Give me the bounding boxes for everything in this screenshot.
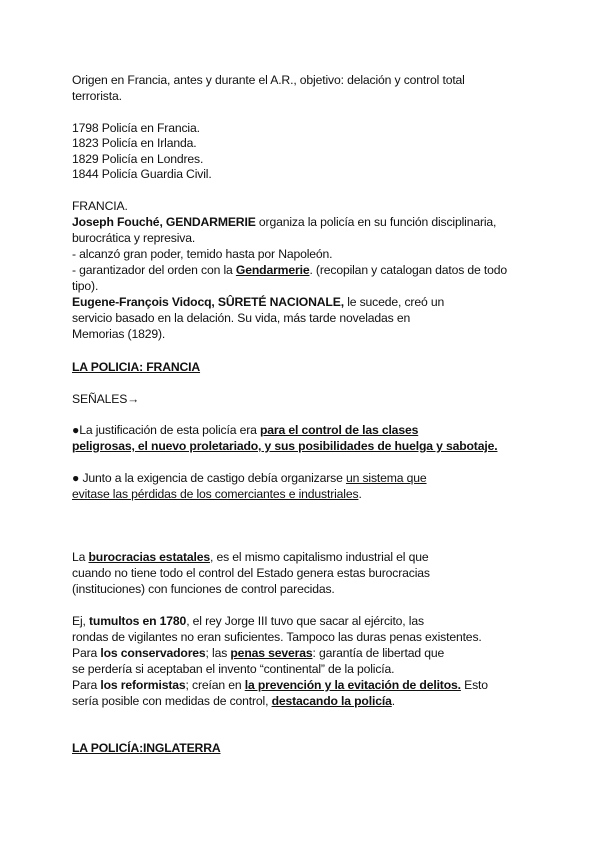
francia-line-3: - alcanzó gran poder, temido hasta por Napoleón. xyxy=(72,247,333,261)
vidocq-line xyxy=(72,295,444,310)
francia-line-2: burocrática y represiva. xyxy=(72,231,196,245)
date-line-1829: 1829 Policía en Londres. xyxy=(72,152,204,166)
francia-line-8: Memorias (1829). xyxy=(72,327,166,341)
ejemplo-l3-post: : garantía de libertad que xyxy=(312,646,445,660)
vidocq-rest: le sucede, creó un xyxy=(343,295,445,309)
ejemplo-l1-post: , el rey Jorge III tuvo que sacar al ejército, las xyxy=(186,614,424,628)
ejemplo-l5-pre: Para xyxy=(72,678,101,692)
date-line-1798: 1798 Policía en Francia. xyxy=(72,121,200,135)
bullet-2-underline-1: un sistema que xyxy=(345,471,427,485)
prevencion-term: la prevención y la evitación de delitos. xyxy=(244,678,461,692)
bullet-1-bold-2: peligrosas, el nuevo proletariado, y sus posibilidades de huelga y sabotaje. xyxy=(72,439,498,453)
burocracias-line-3: (instituciones) con funciones de control parecidas. xyxy=(72,582,335,596)
conservadores-term: los conservadores xyxy=(100,646,206,660)
penas-severas-term: penas severas xyxy=(230,646,313,660)
ejemplo-l1-pre: Ej, xyxy=(72,614,90,628)
ejemplo-line-3 xyxy=(72,646,444,661)
francia-label: FRANCIA. xyxy=(72,199,128,213)
bullet-2-pre: ● Junto a la exigencia de castigo debía organizarse xyxy=(72,471,346,485)
burocracias-post: , es el mismo capitalismo industrial el que xyxy=(210,550,429,564)
ejemplo-line-5 xyxy=(72,678,488,693)
heading-policia-inglaterra: LA POLICÍA:INGLATERRA xyxy=(72,741,221,755)
ejemplo-line-6 xyxy=(72,694,395,709)
ejemplo-l3-pre: Para xyxy=(72,646,101,660)
burocracias-line-1 xyxy=(72,550,428,565)
ejemplo-l5-mid: ; creían en xyxy=(185,678,245,692)
vidocq-name: Eugene-François Vidocq, SÛRETÉ NACIONALE, xyxy=(72,295,344,309)
intro-line-1: Origen en Francia, antes y durante el A.R., objetivo: delación y control total xyxy=(72,73,465,87)
burocracias-line-2: cuando no tiene todo el control del Estado genera estas burocracias xyxy=(72,566,430,580)
bullet-1-pre: ●La justificación de esta policía era xyxy=(72,423,260,437)
fouche-line xyxy=(72,215,496,230)
bullet-1-line-1 xyxy=(72,423,418,438)
burocracias-term: burocracias estatales xyxy=(88,550,211,564)
bullet-2-underline-2: evitase las pérdidas de los comerciantes e industriales xyxy=(72,487,359,501)
fouche-name: Joseph Fouché, GENDARMERIE xyxy=(72,215,256,229)
bullet-2-line-1 xyxy=(72,471,427,486)
ejemplo-line-2: rondas de vigilantes no eran suficientes. Tampoco las duras penas existentes. xyxy=(72,630,482,644)
tumultos-term: tumultos en 1780 xyxy=(89,614,187,628)
francia-line-5: tipo). xyxy=(72,279,99,293)
francia-line-7: servicio basado en la delación. Su vida, más tarde noveladas en xyxy=(72,311,411,325)
date-line-1844: 1844 Policía Guardia Civil. xyxy=(72,167,212,181)
bullet-2-line-2 xyxy=(72,487,362,502)
fouche-rest: organiza la policía en su función disciplinaria, xyxy=(255,215,497,229)
bullet-2-post: . xyxy=(358,487,362,501)
gendarmerie-term: Gendarmerie xyxy=(235,263,310,277)
bullet-1-line-2 xyxy=(72,439,497,454)
ejemplo-line-1 xyxy=(72,614,424,629)
destacando-policia-term: destacando la policía xyxy=(271,694,392,708)
date-line-1823: 1823 Policía en Irlanda. xyxy=(72,136,197,150)
reformistas-term: los reformistas xyxy=(100,678,186,692)
heading-policia-francia: LA POLICIA: FRANCIA xyxy=(72,360,201,374)
francia-line-4 xyxy=(72,263,507,278)
ejemplo-l6-post: . xyxy=(391,694,395,708)
ejemplo-l5-post: Esto xyxy=(460,678,488,692)
burocracias-pre: La xyxy=(72,550,89,564)
francia-line-4-pre: - garantizador del orden con la xyxy=(72,263,236,277)
francia-line-4-post: . (recopilan y catalogan datos de todo xyxy=(309,263,508,277)
ejemplo-line-4: se perdería si aceptaban el invento “continental” de la policía. xyxy=(72,662,395,676)
ejemplo-l3-mid: ; las xyxy=(205,646,231,660)
bullet-1-bold-1: para el control de las clases xyxy=(259,423,419,437)
senales-label: SEÑALES→ xyxy=(72,392,140,406)
intro-line-2: terrorista. xyxy=(72,89,122,103)
ejemplo-l6-pre: sería posible con medidas de control, xyxy=(72,694,272,708)
